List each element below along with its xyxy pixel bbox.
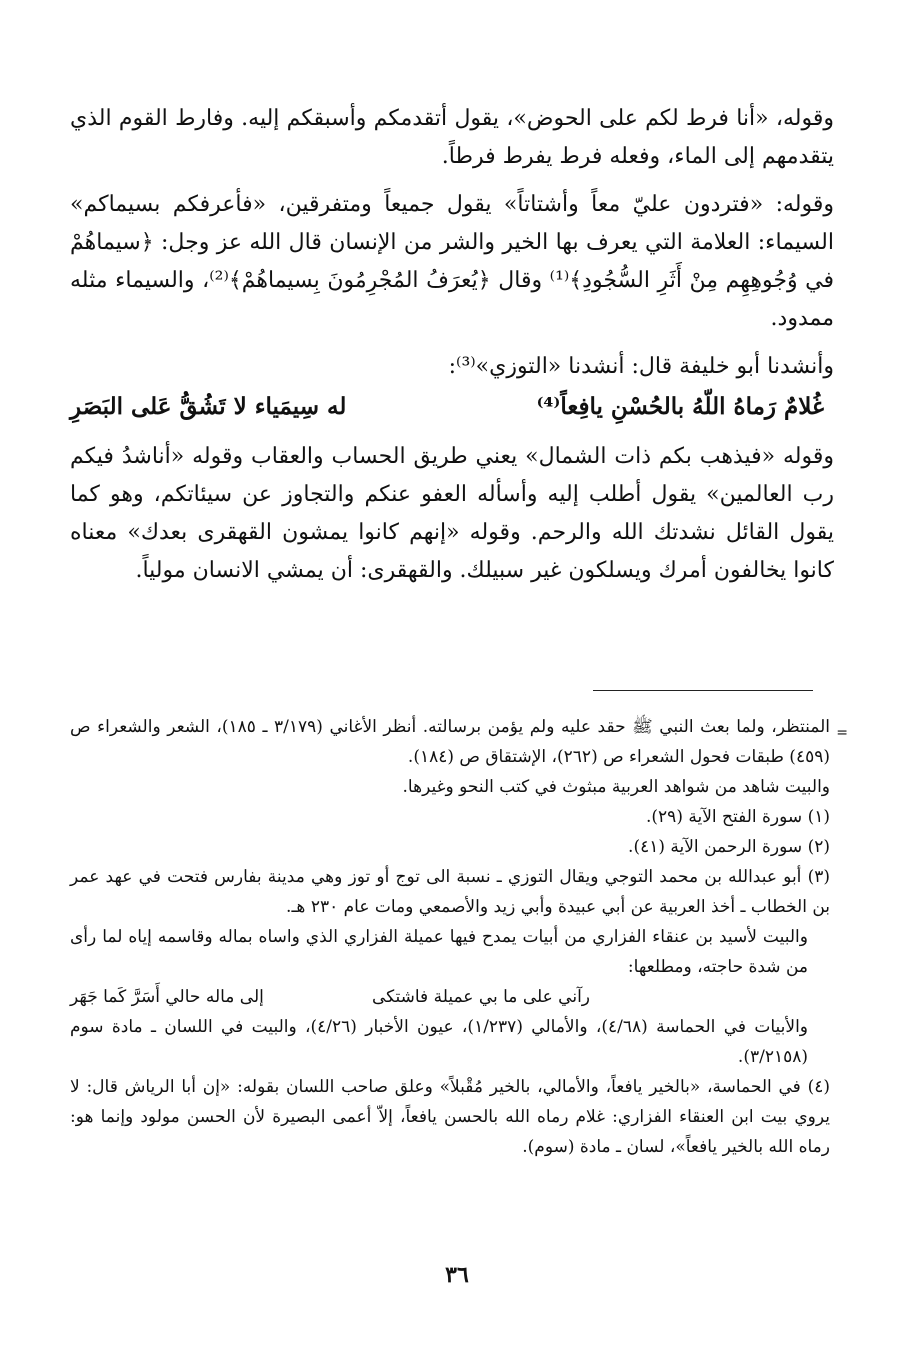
paragraph-1: وقوله، «أنا فرط لكم على الحوض»، يقول أتقدمكم وأسبقكم إليه. وفارط القوم الذي يتقدمهم إلى الماء، وفعله فرط يفرط فرطاً.: [70, 106, 834, 169]
main-text: [70, 100, 834, 600]
footnote-continued-2: والبيت شاهد من شواهد العربية مبثوث في كتب النحو وغيرها.: [402, 777, 830, 797]
footnote-continued: المنتظر، ولما بعث النبي ﷺ حقد عليه ولم يؤمن برسالته. أنظر الأغاني (٣/١٧٩ ـ ١٨٥)، الشعر والشعراء ص (٤٥٩) طبقات فحول الشعراء ص (٢٦٢)، الإشتقاق ص (١٨٤).: [70, 717, 831, 767]
footnotes: [70, 712, 848, 1162]
footnote-verse-second: إلى ماله حالي أَسَرَّ كَما جَهَر: [70, 987, 264, 1007]
footnote-3-text: والبيت لأسيد بن عنقاء الفزاري من أبيات يمدح فيها عميلة الفزاري الذي واساه بماله وقاسمه إياه لما رأى من شدة حاجته، ومطلعها:: [70, 927, 808, 977]
footnote-3: (٣) أبو عبدالله بن محمد التوجي ويقال التوزي ـ نسبة الى توج أو توز وهي مدينة بفارس فتحت في عهد عمر بن الخطاب ـ أخذ العربية عن أبي عبيدة وأبي زيد والأصمعي ومات عام ٢٣٠ هـ.: [70, 867, 830, 917]
footnote-separator: [593, 690, 813, 691]
continued-mark: =: [836, 725, 848, 741]
verse-first-hemistich: غُلامٌ رَماهُ اللّهُ بالحُسْنِ يافِعاً⁽⁴⁾: [536, 393, 824, 420]
footnote-verse-first: رآني على ما بي عميلة فاشتكى: [371, 987, 590, 1007]
footnote-2: (٢) سورة الرحمن الآية (٤١).: [628, 837, 830, 857]
paragraph-2: وقوله: «فتردون عليّ معاً وأشتاتاً» يقول جميعاً ومتفرقين، «فأعرفكم بسيماكم» السيماء: العلامة التي يعرف بها الخير والشر من الإنسان قال الله عز وجل: ﴿سيماهُمْ في وُجُوهِهِم مِنْ أَثَرِ السُّجُودِ﴾⁽¹⁾ وقال ﴿يُعرَفُ المُجْرِمُونَ بِسيماهُمْ﴾⁽²⁾، والسيماء مثله ممدود.: [70, 192, 834, 331]
footnote-3-verse: [70, 982, 620, 1012]
footnote-3-sources: والأبيات في الحماسة (٤/٦٨)، والأمالي (١/٢٣٧)، عيون الأخبار (٤/٢٦)، والبيت في اللسان ـ مادة سوم (٣/٢١٥٨).: [70, 1017, 809, 1067]
paragraph-3: وأنشدنا أبو خليفة قال: أنشدنا «التوزي»⁽³⁾:: [448, 354, 834, 379]
poem-verse: [70, 388, 834, 426]
verse-second-hemistich: له سِيمَياء لا تَشُقُّ عَلى البَصَرِ: [70, 393, 347, 420]
page-number: ٣٦: [445, 1262, 469, 1288]
paragraph-4: وقوله «فيذهب بكم ذات الشمال» يعني طريق الحساب والعقاب وقوله «أناشدُ فيكم رب العالمين» يقول أطلب إليه وأسأله العفو عنكم والتجاوز عن سيئاتكم، وهو كما يقول القائل نشدتك الله والرحم. وقوله «إنهم كانوا يمشون القهقرى بعدك» معناه كانوا يخالفون أمرك ويسلكون غير سبيلك. والقهقرى: أن يمشي الانسان مولياً.: [70, 444, 834, 583]
footnote-1: (١) سورة الفتح الآية (٢٩).: [646, 807, 830, 827]
footnote-4: (٤) في الحماسة، «بالخير يافعاً، والأمالي، بالخير مُقْبلاً» وعلق صاحب اللسان بقوله: «إن أبا الرياش قال: لا يروي بيت ابن العنقاء الفزاري: غلام رماه الله بالحسن يافعاً، إلاّ أعمى البصيرة لأن الحسن مولود وإنما هو: رماه الله بالخير يافعاً»، لسان ـ مادة (سوم).: [70, 1077, 830, 1157]
